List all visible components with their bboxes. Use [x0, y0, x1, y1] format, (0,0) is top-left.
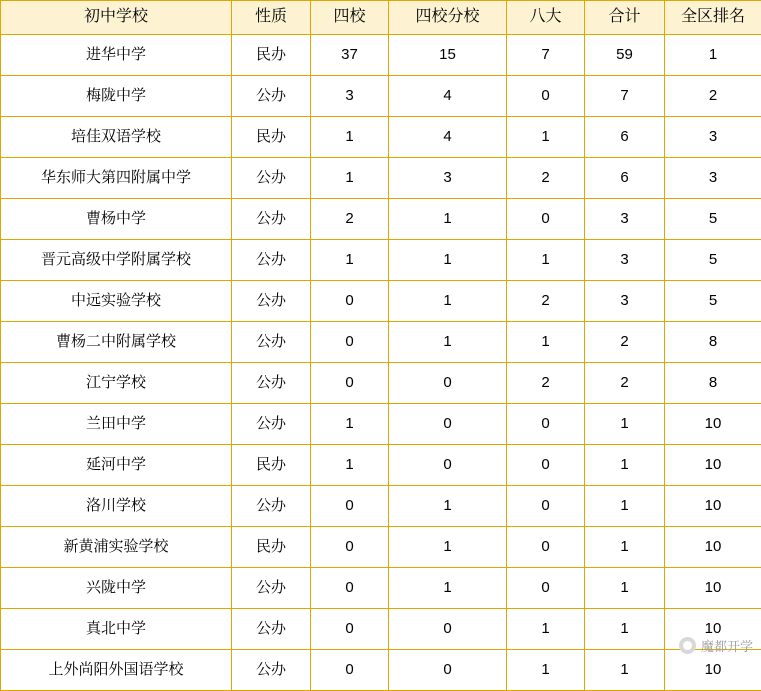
cell-nature: 公办 [232, 199, 311, 240]
cell-rank: 10 [665, 527, 761, 568]
cell-sixiao-branch: 0 [389, 404, 507, 445]
cell-bada: 0 [507, 199, 585, 240]
cell-nature: 公办 [232, 404, 311, 445]
cell-sixiao: 1 [311, 158, 389, 199]
cell-school: 兴陇中学 [1, 568, 232, 609]
cell-nature: 公办 [232, 650, 311, 691]
table-header [1, 1, 761, 35]
cell-bada: 2 [507, 281, 585, 322]
cell-bada: 0 [507, 527, 585, 568]
cell-bada: 7 [507, 35, 585, 76]
cell-school: 梅陇中学 [1, 76, 232, 117]
cell-sixiao: 0 [311, 650, 389, 691]
cell-rank: 1 [665, 35, 761, 76]
cell-bada: 1 [507, 609, 585, 650]
cell-rank: 10 [665, 568, 761, 609]
cell-bada: 2 [507, 158, 585, 199]
cell-school: 洛川学校 [1, 486, 232, 527]
cell-sixiao-branch: 3 [389, 158, 507, 199]
cell-total: 1 [585, 650, 665, 691]
cell-sixiao-branch: 0 [389, 650, 507, 691]
cell-bada: 0 [507, 445, 585, 486]
cell-sixiao: 0 [311, 527, 389, 568]
cell-sixiao: 0 [311, 322, 389, 363]
column-header-sixiao: 四校 [311, 1, 389, 35]
table-row [1, 527, 761, 568]
cell-bada: 1 [507, 240, 585, 281]
cell-nature: 民办 [232, 117, 311, 158]
table-row [1, 117, 761, 158]
cell-sixiao: 37 [311, 35, 389, 76]
table-row [1, 486, 761, 527]
table-row [1, 650, 761, 691]
cell-nature: 民办 [232, 445, 311, 486]
cell-total: 7 [585, 76, 665, 117]
cell-rank: 10 [665, 404, 761, 445]
cell-rank: 5 [665, 199, 761, 240]
cell-total: 1 [585, 486, 665, 527]
cell-sixiao: 1 [311, 404, 389, 445]
table-row [1, 240, 761, 281]
cell-total: 1 [585, 527, 665, 568]
table-row [1, 76, 761, 117]
table-row [1, 199, 761, 240]
watermark-text: 魔都开学 [701, 636, 753, 655]
cell-sixiao-branch: 1 [389, 281, 507, 322]
cell-nature: 公办 [232, 363, 311, 404]
cell-total: 2 [585, 363, 665, 404]
cell-rank: 3 [665, 117, 761, 158]
cell-total: 3 [585, 199, 665, 240]
table-row [1, 363, 761, 404]
cell-bada: 2 [507, 363, 585, 404]
cell-sixiao: 2 [311, 199, 389, 240]
cell-rank: 2 [665, 76, 761, 117]
cell-rank: 10 [665, 650, 761, 691]
cell-school: 进华中学 [1, 35, 232, 76]
cell-sixiao-branch: 1 [389, 486, 507, 527]
cell-school: 兰田中学 [1, 404, 232, 445]
cell-sixiao: 0 [311, 568, 389, 609]
cell-sixiao: 0 [311, 281, 389, 322]
cell-sixiao-branch: 0 [389, 363, 507, 404]
cell-nature: 公办 [232, 76, 311, 117]
cell-sixiao-branch: 4 [389, 117, 507, 158]
cell-rank: 8 [665, 322, 761, 363]
cell-nature: 公办 [232, 240, 311, 281]
table-row [1, 281, 761, 322]
header-row [1, 1, 761, 35]
column-header-total: 合计 [585, 1, 665, 35]
cell-total: 1 [585, 568, 665, 609]
cell-sixiao-branch: 1 [389, 568, 507, 609]
cell-sixiao-branch: 1 [389, 199, 507, 240]
cell-nature: 公办 [232, 158, 311, 199]
cell-sixiao: 0 [311, 609, 389, 650]
cell-total: 1 [585, 404, 665, 445]
cell-sixiao-branch: 1 [389, 240, 507, 281]
cell-sixiao-branch: 1 [389, 322, 507, 363]
table-row [1, 158, 761, 199]
cell-school: 新黄浦实验学校 [1, 527, 232, 568]
table-row [1, 404, 761, 445]
cell-school: 培佳双语学校 [1, 117, 232, 158]
cell-school: 曹杨二中附属学校 [1, 322, 232, 363]
table-body [1, 35, 761, 691]
cell-nature: 公办 [232, 609, 311, 650]
cell-school: 江宁学校 [1, 363, 232, 404]
cell-rank: 5 [665, 281, 761, 322]
table-row [1, 35, 761, 76]
cell-school: 曹杨中学 [1, 199, 232, 240]
cell-rank: 5 [665, 240, 761, 281]
cell-sixiao: 1 [311, 117, 389, 158]
cell-bada: 0 [507, 404, 585, 445]
table-row [1, 568, 761, 609]
cell-total: 1 [585, 609, 665, 650]
table-row [1, 445, 761, 486]
cell-rank: 10 [665, 486, 761, 527]
cell-bada: 1 [507, 117, 585, 158]
cell-sixiao: 1 [311, 240, 389, 281]
cell-sixiao: 0 [311, 486, 389, 527]
cell-sixiao-branch: 0 [389, 445, 507, 486]
cell-sixiao-branch: 15 [389, 35, 507, 76]
cell-school: 晋元高级中学附属学校 [1, 240, 232, 281]
cell-total: 59 [585, 35, 665, 76]
column-header-nature: 性质 [232, 1, 311, 35]
cell-nature: 公办 [232, 568, 311, 609]
cell-rank: 8 [665, 363, 761, 404]
cell-bada: 1 [507, 650, 585, 691]
cell-total: 6 [585, 158, 665, 199]
cell-school: 延河中学 [1, 445, 232, 486]
cell-total: 3 [585, 240, 665, 281]
cell-sixiao-branch: 0 [389, 609, 507, 650]
cell-total: 1 [585, 445, 665, 486]
cell-bada: 0 [507, 76, 585, 117]
cell-sixiao-branch: 4 [389, 76, 507, 117]
cell-sixiao: 1 [311, 445, 389, 486]
cell-school: 中远实验学校 [1, 281, 232, 322]
column-header-sixiao-branch: 四校分校 [389, 1, 507, 35]
cell-bada: 0 [507, 568, 585, 609]
cell-sixiao-branch: 1 [389, 527, 507, 568]
cell-school: 上外尚阳外国语学校 [1, 650, 232, 691]
cell-nature: 公办 [232, 281, 311, 322]
cell-nature: 公办 [232, 322, 311, 363]
column-header-bada: 八大 [507, 1, 585, 35]
cell-school: 真北中学 [1, 609, 232, 650]
cell-nature: 公办 [232, 486, 311, 527]
cell-bada: 0 [507, 486, 585, 527]
cell-total: 6 [585, 117, 665, 158]
column-header-school: 初中学校 [1, 1, 232, 35]
column-header-rank: 全区排名 [665, 1, 761, 35]
cell-sixiao: 3 [311, 76, 389, 117]
cell-total: 3 [585, 281, 665, 322]
cell-rank: 10 [665, 609, 761, 650]
table-row [1, 322, 761, 363]
cell-nature: 民办 [232, 527, 311, 568]
cell-sixiao: 0 [311, 363, 389, 404]
cell-bada: 1 [507, 322, 585, 363]
cell-total: 2 [585, 322, 665, 363]
cell-school: 华东师大第四附属中学 [1, 158, 232, 199]
cell-rank: 10 [665, 445, 761, 486]
table-row [1, 609, 761, 650]
cell-rank: 3 [665, 158, 761, 199]
cell-nature: 民办 [232, 35, 311, 76]
